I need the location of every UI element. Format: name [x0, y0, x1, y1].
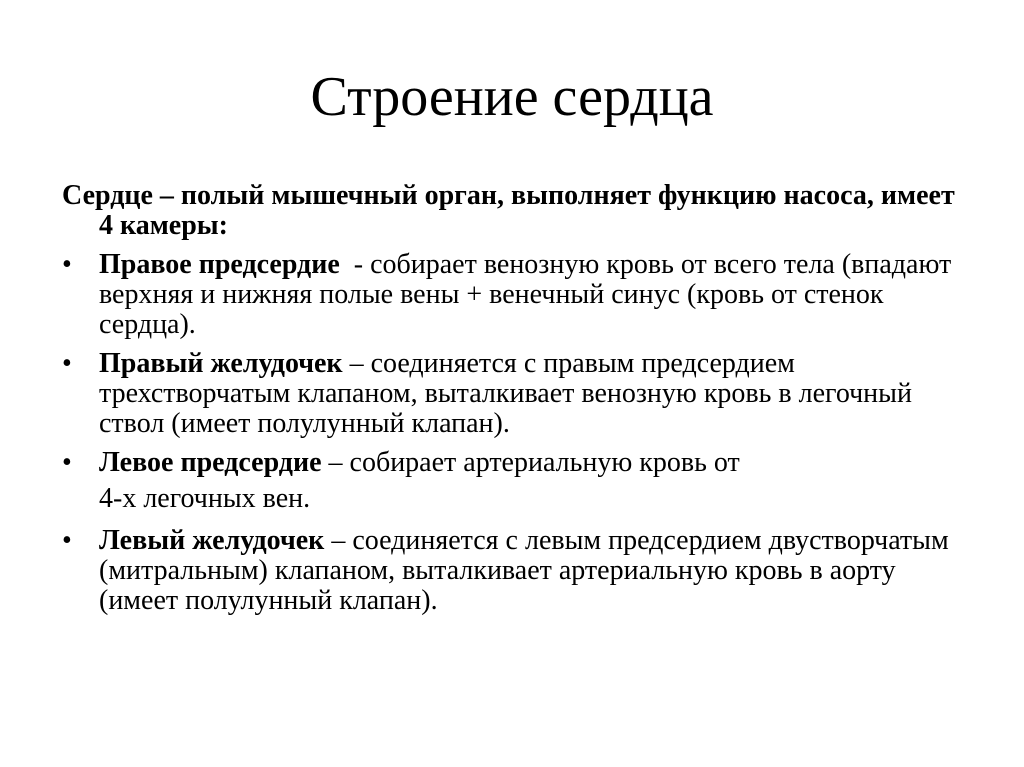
- list-item-left-atrium: [62, 448, 962, 478]
- item-continuation: 4-х легочных вен.: [99, 483, 311, 514]
- intro-text: Сердце – полый мышечный орган, выполняет функцию насоса, имеет 4 камеры:: [62, 180, 955, 241]
- item-term: Левое предсердие: [99, 447, 322, 478]
- item-text: – соединяется с левым предсердием двустворчатым (митральным) клапаном, выталкивает артериальную кровь в аорту (имеет полулунный клапан).: [99, 525, 949, 616]
- list-item-right-ventricle: [62, 349, 962, 439]
- bullet-icon: •: [62, 447, 72, 478]
- slide-title: Строение сердца: [310, 66, 714, 128]
- bullet-icon: •: [62, 348, 72, 379]
- item-term: Правое предсердие: [99, 249, 340, 280]
- item-text: – соединяется с правым предсердием трехстворчатым клапаном, выталкивает венозную кровь в легочный ствол (имеет полулунный клапан).: [99, 348, 912, 439]
- bullet-icon: •: [62, 249, 72, 280]
- item-term: Левый желудочек: [99, 525, 325, 556]
- item-text: – собирает артериальную кровь от: [321, 447, 740, 478]
- list-item-right-atrium: [62, 250, 962, 340]
- item-term: Правый желудочек: [99, 348, 343, 379]
- item-text: - собирает венозную кровь от всего тела (впадают верхняя и нижняя полые вены + венечный синус (кровь от стенок сердца).: [99, 249, 959, 340]
- list-item-left-ventricle: [62, 526, 962, 616]
- slide-content: [62, 181, 962, 625]
- bullet-icon: •: [62, 525, 72, 556]
